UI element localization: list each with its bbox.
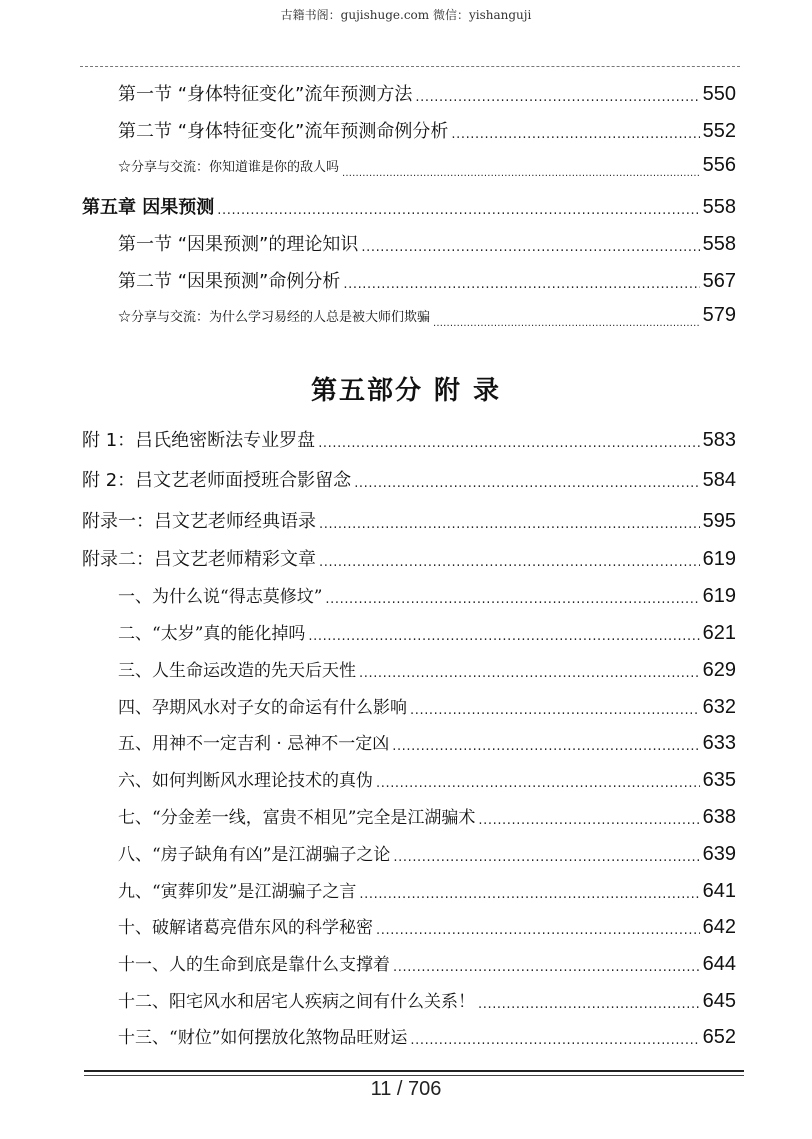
page-number: 11 / 706: [370, 1078, 442, 1100]
toc-entry-page: 621: [702, 622, 736, 644]
toc-entry-page: 558: [702, 196, 736, 218]
toc-entry-page: 550: [702, 83, 736, 105]
toc-entry-title: 九、“寅葬卯发”是江湖骗子之言: [118, 882, 357, 902]
leader-dots: [478, 809, 699, 831]
toc-entry-title: 五、用神不一定吉利 · 忌神不一定凶: [118, 734, 390, 754]
toc-article-entry[interactable]: [118, 656, 736, 684]
toc-appendix-entry[interactable]: [82, 507, 736, 535]
toc-entry-page: 619: [702, 548, 736, 570]
toc-entry-page: 629: [702, 659, 736, 681]
watermark-text: 古籍书阁：gujishuge.com 微信：yishanguji: [280, 8, 532, 22]
toc-entry-title: 八、“房子缺角有凶”是江湖骗子之论: [118, 845, 391, 865]
toc-article-entry[interactable]: [118, 619, 736, 647]
toc-entry-title: 一、为什么说“得志莫修坟”: [118, 587, 323, 607]
leader-dots: [393, 846, 699, 868]
leader-dots: [478, 993, 700, 1015]
toc-entry-page: 633: [702, 732, 736, 754]
toc-entry-title: 第五章 因果预测: [82, 197, 215, 218]
leader-dots: [392, 735, 699, 757]
toc-article-entry[interactable]: [118, 840, 736, 868]
leader-dots: [319, 513, 700, 535]
toc-entry-page: 632: [702, 696, 736, 718]
leader-dots: [433, 310, 700, 332]
leader-dots: [343, 273, 699, 295]
toc-entry-title: 附录二：吕文艺老师精彩文章: [82, 549, 316, 570]
leader-dots: [308, 625, 699, 647]
toc-entry-page: 567: [702, 270, 736, 292]
leader-dots: [325, 588, 699, 610]
toc-entry-title: 六、如何判断风水理论技术的真伪: [118, 771, 373, 791]
toc-article-entry[interactable]: [118, 987, 736, 1015]
leader-dots: [354, 472, 699, 494]
toc-entry-title: 十三、“财位”如何摆放化煞物品旺财运: [118, 1028, 408, 1048]
leader-dots: [376, 919, 700, 941]
toc-entry-page: 644: [702, 953, 736, 975]
toc-article-entry[interactable]: [118, 1023, 736, 1051]
toc-article-entry[interactable]: [118, 766, 736, 794]
toc-entry-page: 639: [702, 843, 736, 865]
toc-appendix-entry[interactable]: [82, 466, 736, 494]
leader-dots: [410, 699, 700, 721]
leader-dots: [359, 883, 699, 905]
toc-entry-page: 556: [702, 154, 736, 176]
toc-entry-title: 二、“太岁”真的能化掉吗: [118, 624, 306, 644]
toc-entry-title: 第一节 “身体特征变化”流年预测方法: [118, 84, 413, 105]
toc-article-entry[interactable]: [118, 913, 736, 941]
toc-entry[interactable]: [118, 267, 736, 295]
leader-dots: [451, 123, 699, 145]
leader-dots: [217, 199, 699, 221]
toc-entry-title: 附录一：吕文艺老师经典语录: [82, 511, 316, 532]
toc-entry-title: 第二节 “身体特征变化”流年预测命例分析: [118, 121, 449, 142]
leader-dots: [359, 662, 700, 684]
toc-entry-page: 552: [702, 120, 736, 142]
toc-entry-page: 584: [702, 469, 736, 491]
toc-article-entry[interactable]: [118, 877, 736, 905]
toc-article-entry[interactable]: [118, 950, 736, 978]
toc-entry-title: 四、孕期风水对子女的命运有什么影响: [118, 698, 407, 718]
toc-entry-title: 十一、人的生命到底是靠什么支撑着: [118, 955, 390, 975]
leader-dots: [415, 86, 699, 108]
leader-dots: [410, 1029, 699, 1051]
toc-entry-page: 595: [702, 510, 736, 532]
toc-entry-title: 十、破解诸葛亮借东风的科学秘密: [118, 918, 373, 938]
leader-dots: [393, 956, 700, 978]
toc-entry-page: 583: [702, 429, 736, 451]
toc-entry-title: 十二、阳宅风水和居宅人疾病之间有什么关系！: [118, 992, 475, 1012]
toc-entry-title: 三、人生命运改造的先天后天性: [118, 661, 356, 681]
toc-entry-page: 558: [702, 233, 736, 255]
toc-article-entry[interactable]: [118, 803, 736, 831]
toc-entry-page: 635: [702, 769, 736, 791]
leader-dots: [319, 551, 700, 573]
leader-dots: [318, 432, 699, 454]
toc-entry-page: 619: [702, 585, 736, 607]
leader-dots: [342, 160, 700, 182]
leader-dots: [376, 772, 700, 794]
toc-chapter-entry[interactable]: [82, 193, 736, 221]
toc-entry[interactable]: [118, 80, 736, 108]
toc-entry[interactable]: [118, 230, 736, 258]
toc-entry-title: 第二节 “因果预测”命例分析: [118, 271, 341, 292]
toc-entry[interactable]: [118, 117, 736, 145]
toc-article-entry[interactable]: [118, 582, 736, 610]
toc-entry-title: ☆分享与交流：为什么学习易经的人总是被大师们欺骗: [118, 310, 431, 325]
toc-appendix-entry[interactable]: [82, 545, 736, 573]
footer-divider-thin: [84, 1075, 744, 1076]
toc-entry-page: 652: [702, 1026, 736, 1048]
leader-dots: [361, 236, 699, 258]
toc-entry-title: 第一节 “因果预测”的理论知识: [118, 234, 359, 255]
footer-divider: [84, 1070, 744, 1072]
toc-entry-title: ☆分享与交流：你知道谁是你的敌人吗: [118, 160, 340, 175]
toc-entry[interactable]: [118, 304, 736, 332]
toc-entry-title: 附 2：吕文艺老师面授班合影留念: [82, 470, 352, 491]
toc-article-entry[interactable]: [118, 729, 736, 757]
toc-entry-page: 641: [702, 880, 736, 902]
toc-entry-title: 附 1：吕氏绝密断法专业罗盘: [82, 430, 316, 451]
toc-entry-title: 七、“分金差一线，富贵不相见”完全是江湖骗术: [118, 808, 476, 828]
top-divider: [80, 66, 740, 67]
toc-entry-page: 642: [702, 916, 736, 938]
toc-entry-page: 645: [702, 990, 736, 1012]
toc-entry-page: 638: [702, 806, 736, 828]
toc-article-entry[interactable]: [118, 693, 736, 721]
toc-entry-page: 579: [702, 304, 736, 326]
toc-appendix-entry[interactable]: [82, 426, 736, 454]
toc-entry[interactable]: [118, 154, 736, 182]
part-title: 第五部分 附 录: [310, 376, 502, 406]
